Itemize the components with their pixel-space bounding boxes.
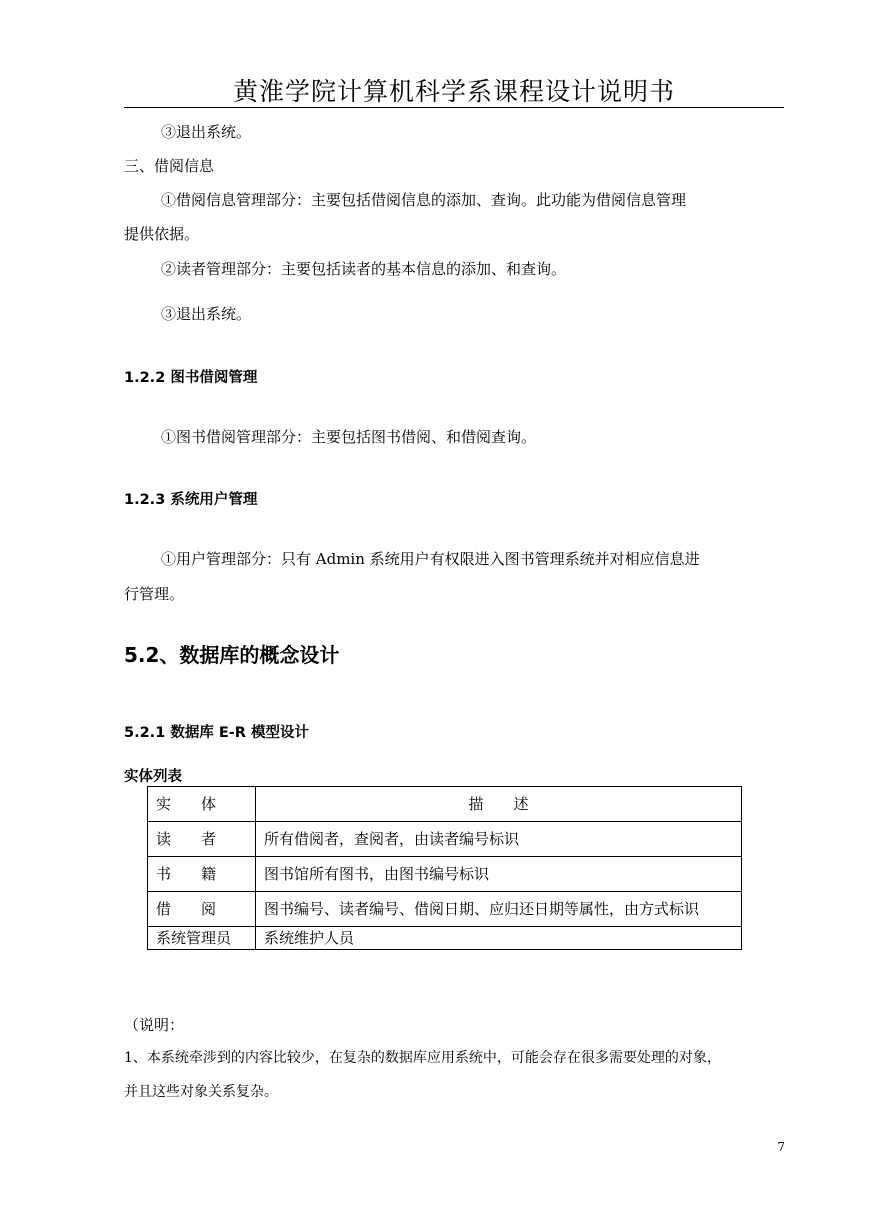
- table-cell-description: 图书编号、读者编号、借阅日期、应归还日期等属性，由方式标识: [256, 892, 742, 927]
- table-cell-entity: 系统管理员: [148, 927, 256, 950]
- heading-1-2-3: 1.2.3 系统用户管理: [124, 492, 258, 508]
- table-cell-description: 系统维护人员: [256, 927, 742, 950]
- header-divider: [124, 107, 784, 108]
- note-line-1: 1、本系统牵涉到的内容比较少，在复杂的数据库应用系统中，可能会存在很多需要处理的对象，: [124, 1050, 721, 1066]
- table-caption: 实体列表: [124, 769, 182, 785]
- table-row: [148, 892, 742, 927]
- user-mgmt-line-1: ①用户管理部分：只有 Admin 系统用户有权限进入图书管理系统并对相应信息进: [161, 550, 700, 568]
- exit-system-item-1: ③退出系统。: [161, 123, 252, 141]
- table-cell-entity: 借 阅: [148, 892, 256, 927]
- table-row: [148, 927, 742, 950]
- table-cell-entity: 读 者: [148, 822, 256, 857]
- note-line-2: 并且这些对象关系复杂。: [124, 1084, 278, 1100]
- heading-5-2: 5.2、数据库的概念设计: [124, 643, 340, 667]
- book-borrow-item: ①图书借阅管理部分：主要包括图书借阅、和借阅查询。: [161, 428, 537, 446]
- section-borrow-info: 三、借阅信息: [124, 157, 215, 175]
- table-header-row: [148, 787, 742, 822]
- heading-5-2-1: 5.2.1 数据库 E-R 模型设计: [124, 725, 310, 741]
- table-cell-entity: 书 籍: [148, 857, 256, 892]
- note-open: （说明：: [124, 1016, 185, 1034]
- borrow-info-line-1: ①借阅信息管理部分：主要包括借阅信息的添加、查询。此功能为借阅信息管理: [161, 191, 687, 209]
- table-header-description: 描 述: [256, 787, 742, 822]
- table-header-entity: 实 体: [148, 787, 256, 822]
- reader-mgmt-item: ②读者管理部分：主要包括读者的基本信息的添加、和查询。: [161, 260, 567, 278]
- page-header-title: 黄淮学院计算机科学系课程设计说明书: [232, 77, 675, 106]
- heading-1-2-2: 1.2.2 图书借阅管理: [124, 370, 258, 386]
- borrow-info-line-2: 提供依据。: [124, 225, 200, 243]
- user-mgmt-line-2: 行管理。: [124, 585, 185, 603]
- table-row: [148, 822, 742, 857]
- table-row: [148, 857, 742, 892]
- entity-table: [147, 786, 742, 950]
- table-cell-description: 图书馆所有图书，由图书编号标识: [256, 857, 742, 892]
- page-number: 7: [777, 1140, 785, 1154]
- exit-system-item-2: ③退出系统。: [161, 305, 252, 323]
- table-cell-description: 所有借阅者，查阅者，由读者编号标识: [256, 822, 742, 857]
